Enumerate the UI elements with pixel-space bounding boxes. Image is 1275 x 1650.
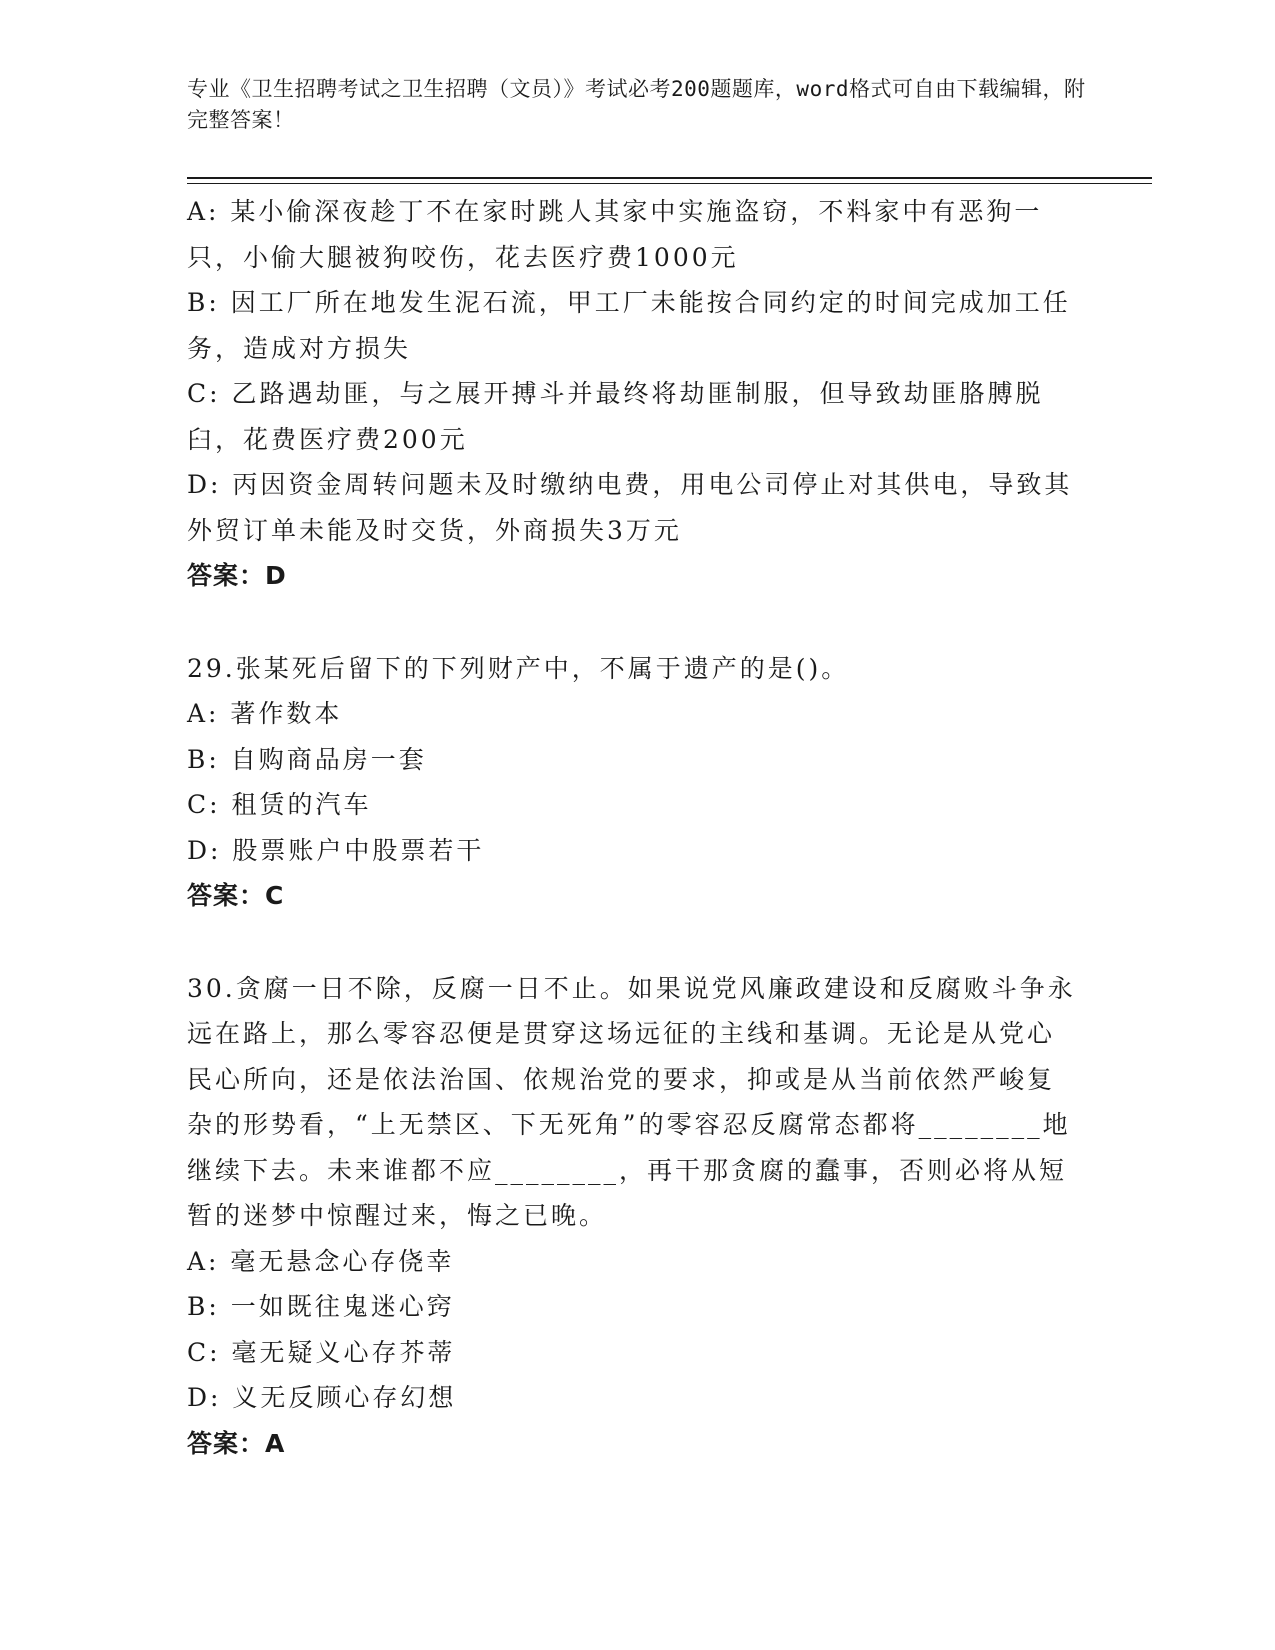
spacer bbox=[187, 599, 1077, 646]
option-a: A: 某小偷深夜趁丁不在家时跳人其家中实施盗窃，不料家中有恶狗一只，小偷大腿被狗咬伤，花去医疗费1000元 bbox=[187, 197, 1043, 272]
option-b: B: 自购商品房一套 bbox=[187, 744, 427, 774]
question-29 bbox=[187, 646, 1077, 919]
question-28 bbox=[187, 189, 1077, 599]
question-content bbox=[187, 189, 1077, 1466]
option-c: C: 乙路遇劫匪，与之展开搏斗并最终将劫匪制服，但导致劫匪胳膊脱臼，花费医疗费200元 bbox=[187, 379, 1044, 454]
option-d: D: 丙因资金周转问题未及时缴纳电费，用电公司停止对其供电，导致其外贸订单未能及时交货，外商损失3万元 bbox=[187, 470, 1073, 545]
answer: 答案：D bbox=[187, 561, 287, 590]
option-b: B: 一如既往鬼迷心窍 bbox=[187, 1292, 455, 1321]
question-text: 29.张某死后留下的下列财产中，不属于遗产的是()。 bbox=[187, 653, 850, 683]
option-d: D: 义无反顾心存幻想 bbox=[187, 1383, 457, 1412]
question-text: 30.贪腐一日不除，反腐一日不止。如果说党风廉政建设和反腐败斗争永远在路上，那么零容忍便是贯穿这场远征的主线和基调。无论是从党心民心所向，还是依法治国、依规治党的要求，抑或是从当前依然严峻复杂的形势看，“上无禁区、下无死角”的零容忍反腐常态都将________地继续下去。未来谁都不应________，再干那贪腐的蠢事，否则必将从短暂的迷梦中惊醒过来，悔之已晚。 bbox=[187, 973, 1076, 1230]
document-header: 专业《卫生招聘考试之卫生招聘（文员）》考试必考200题题库，word格式可自由下载编辑，附完整答案！ bbox=[187, 77, 1086, 132]
option-c: C: 毫无疑义心存芥蒂 bbox=[187, 1337, 456, 1367]
header-rule-thick bbox=[187, 177, 1152, 179]
option-a: A: 著作数本 bbox=[187, 699, 343, 728]
option-a: A: 毫无悬念心存侥幸 bbox=[187, 1246, 455, 1276]
answer: 答案：A bbox=[187, 1428, 286, 1458]
option-b: B: 因工厂所在地发生泥石流，甲工厂未能按合同约定的时间完成加工任务，造成对方损失 bbox=[187, 288, 1071, 363]
option-d: D: 股票账户中股票若干 bbox=[187, 835, 485, 865]
answer: 答案：C bbox=[187, 881, 285, 910]
question-30 bbox=[187, 966, 1077, 1467]
option-c: C: 租赁的汽车 bbox=[187, 790, 372, 819]
header-rule-thin bbox=[187, 183, 1152, 184]
spacer bbox=[187, 919, 1077, 966]
